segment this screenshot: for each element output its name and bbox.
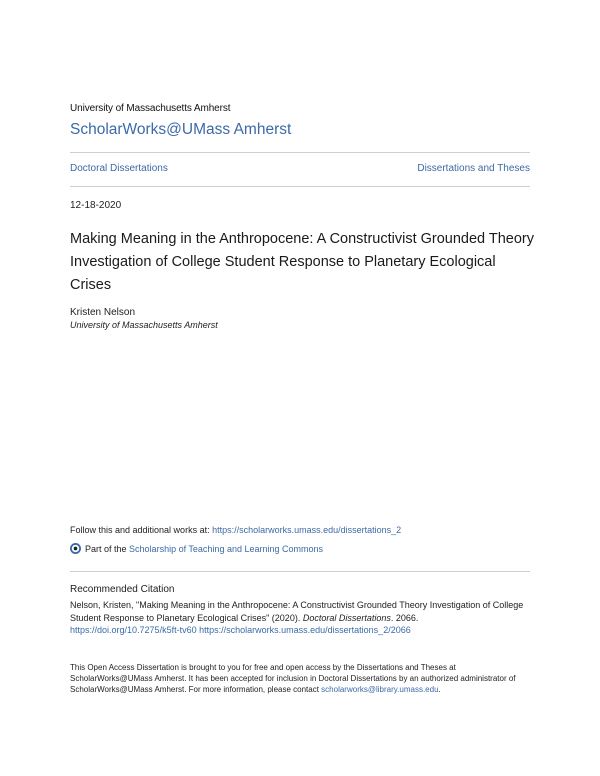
institution-name: University of Massachusetts Amherst xyxy=(70,103,231,114)
recommended-citation-heading: Recommended Citation xyxy=(70,584,175,595)
divider-top xyxy=(70,152,530,153)
part-of-prefix: Part of the xyxy=(85,543,127,554)
citation-number: . 2066. xyxy=(390,612,419,623)
follow-line xyxy=(70,525,401,535)
author-affiliation: University of Massachusetts Amherst xyxy=(70,320,218,330)
citation-series: Doctoral Dissertations xyxy=(302,612,391,623)
doctoral-dissertations-link[interactable]: Doctoral Dissertations xyxy=(70,163,168,174)
item-url-link[interactable]: https://scholarworks.umass.edu/dissertations_2/2066 xyxy=(199,625,411,635)
document-title: Making Meaning in the Anthropocene: A Constructivist Grounded Theory Investigation of College Student Response to Planetary Ecological Crises xyxy=(70,231,535,293)
commons-link[interactable]: Scholarship of Teaching and Learning Commons xyxy=(129,543,323,554)
author-name: Kristen Nelson xyxy=(70,307,136,318)
contact-email-link[interactable]: scholarworks@library.umass.edu xyxy=(321,685,439,695)
dissertations-collection-url[interactable]: https://scholarworks.umass.edu/dissertations_2 xyxy=(212,525,402,535)
citation-text xyxy=(70,599,535,637)
publication-date: 12-18-2020 xyxy=(70,200,122,211)
notice-end: . xyxy=(438,685,441,695)
part-of-line xyxy=(70,543,323,554)
network-commons-icon xyxy=(70,543,81,554)
notice-text: This Open Access Dissertation is brought to you for free and open access by the Dissertations and Theses at ScholarWorks@UMass Amherst. It has been accepted for inclusion in Doctoral Dissertations by an authorized administrator of ScholarWorks@UMass Amherst. For more information, please contact xyxy=(70,663,516,695)
divider-citation xyxy=(70,571,530,572)
citation-main: Nelson, Kristen, "Making Meaning in the Anthropocene: A Constructivist Grounded Theory Investigation of College Student Response to Planetary Ecological Crises" (2020). xyxy=(70,600,524,623)
doi-link[interactable]: https://doi.org/10.7275/k5ft-tv60 xyxy=(70,625,197,635)
follow-prefix: Follow this and additional works at: xyxy=(70,525,213,535)
repository-link[interactable]: ScholarWorks@UMass Amherst xyxy=(70,121,292,138)
dissertations-theses-link[interactable]: Dissertations and Theses xyxy=(417,163,530,174)
open-access-notice xyxy=(70,662,530,696)
divider-bottom xyxy=(70,186,530,187)
